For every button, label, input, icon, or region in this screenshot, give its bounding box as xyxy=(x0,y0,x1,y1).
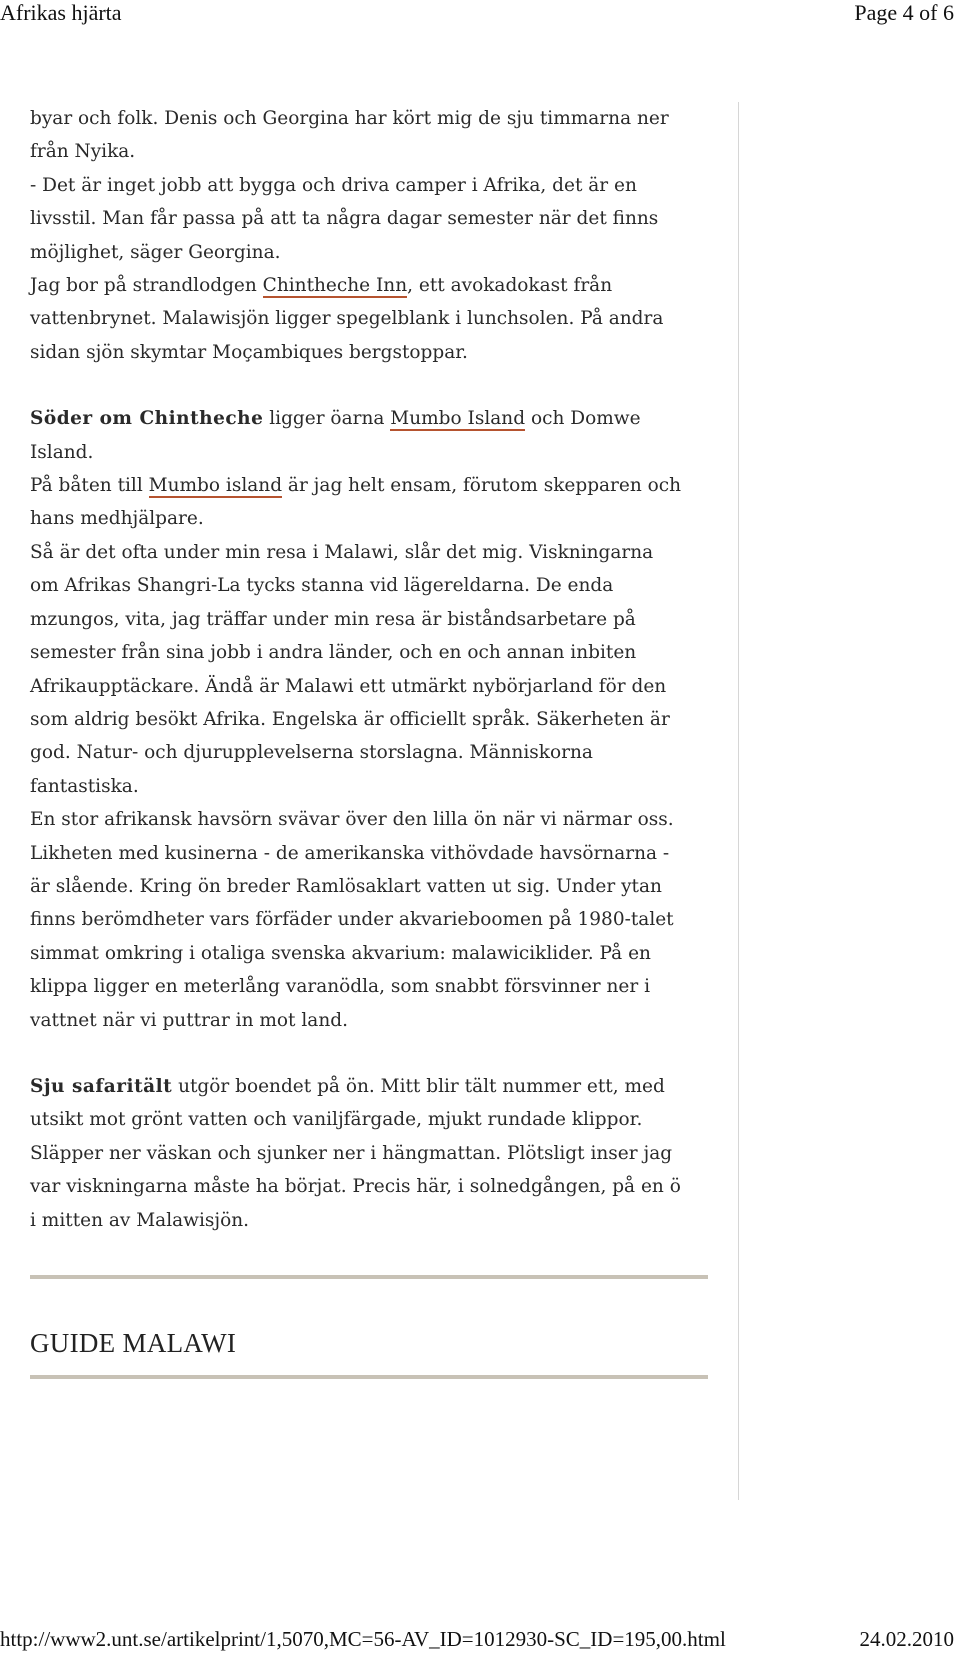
article-line: En stor afrikansk havsörn svävar över den lilla ön när vi närmar oss. xyxy=(30,809,674,831)
article-line xyxy=(30,402,710,435)
text-span: På båten till xyxy=(30,475,149,497)
print-footer-url: http://www2.unt.se/artikelprint/1,5070,MC=56-AV_ID=1012930-SC_ID=195,00.html xyxy=(0,1627,726,1651)
article-line: från Nyika. xyxy=(30,141,136,163)
article-line: vattnet när vi puttrar in mot land. xyxy=(30,1009,348,1031)
article-line: om Afrikas Shangri-La tycks stanna vid lägereldarna. De enda xyxy=(30,575,614,597)
print-header-page-number: Page 4 of 6 xyxy=(854,0,954,25)
subheading-sju-safaritalt: Sju safaritält xyxy=(30,1075,173,1097)
article-line: är slående. Kring ön breder Ramlösaklart vatten ut sig. Under ytan xyxy=(30,875,662,897)
article-line: hans medhjälpare. xyxy=(30,508,204,530)
print-footer-date: 24.02.2010 xyxy=(859,1627,954,1651)
article-line: vattenbrynet. Malawisjön ligger spegelblank i lunchsolen. På andra xyxy=(30,308,664,330)
guide-heading: GUIDE MALAWI xyxy=(30,1328,237,1358)
article-line: Släpper ner väskan och sjunker ner i hängmattan. Plötsligt inser jag xyxy=(30,1142,673,1164)
article-line: fantastiska. xyxy=(30,775,139,797)
article-body xyxy=(30,102,710,1237)
article-line: möjlighet, säger Georgina. xyxy=(30,241,281,263)
column-divider xyxy=(738,102,739,1500)
text-span: ligger öarna xyxy=(263,408,391,430)
article-line: livsstil. Man får passa på att ta några dagar semester när det finns xyxy=(30,208,659,230)
article-line: Så är det ofta under min resa i Malawi, slår det mig. Viskningarna xyxy=(30,541,654,563)
text-span: utgör boendet på ön. Mitt blir tält nummer ett, med xyxy=(172,1075,665,1097)
horizontal-rule xyxy=(30,1375,708,1379)
article-line xyxy=(30,469,710,502)
article-line: finns berömdheter vars förfäder under akvarieboomen på 1980-talet xyxy=(30,909,674,931)
horizontal-rule xyxy=(30,1275,708,1279)
article-line: Likheten med kusinerna - de amerikanska vithövdade havsörnarna - xyxy=(30,842,670,864)
text-span: och Domwe xyxy=(525,408,641,430)
article-line: Island. xyxy=(30,441,94,463)
article-line: god. Natur- och djurupplevelserna storslagna. Människorna xyxy=(30,742,593,764)
article-line: var viskningarna måste ha börjat. Precis här, i solnedgången, på en ö xyxy=(30,1176,681,1198)
article-line: Afrikaupptäckare. Ändå är Malawi ett utmärkt nybörjarland för den xyxy=(30,675,667,697)
paragraph-spacer xyxy=(30,369,710,402)
article-line: byar och folk. Denis och Georgina har kört mig de sju timmarna ner xyxy=(30,108,669,129)
article-line: i mitten av Malawisjön. xyxy=(30,1209,250,1231)
article-line: - Det är inget jobb att bygga och driva camper i Afrika, det är en xyxy=(30,174,637,196)
article-line: mzungos, vita, jag träffar under min resa är biståndsarbetare på xyxy=(30,608,636,630)
chintheche-inn-link[interactable]: Chintheche Inn xyxy=(262,275,408,297)
mumbo-island-link-2[interactable]: Mumbo island xyxy=(148,475,283,497)
article-line xyxy=(30,269,710,302)
article-line xyxy=(30,1070,710,1103)
paragraph-spacer xyxy=(30,1037,710,1070)
print-header-title: Afrikas hjärta xyxy=(0,0,122,25)
text-span: Jag bor på strandlodgen xyxy=(30,275,263,297)
subheading-soder-om-chintheche: Söder om Chintheche xyxy=(30,408,264,430)
article-line: simmat omkring i otaliga svenska akvarium: malawiciklider. På en xyxy=(30,942,651,964)
text-span: , ett avokadokast från xyxy=(407,275,613,297)
article-line: sidan sjön skymtar Moçambiques bergstoppar. xyxy=(30,341,468,363)
article-line: klippa ligger en meterlång varanödla, som snabbt försvinner ner i xyxy=(30,976,651,998)
article-line: utsikt mot grönt vatten och vaniljfärgade, mjukt rundade klippor. xyxy=(30,1109,643,1131)
text-span: är jag helt ensam, förutom skepparen och xyxy=(282,475,682,497)
article-line: semester från sina jobb i andra länder, och en och annan inbiten xyxy=(30,642,637,664)
article-line: som aldrig besökt Afrika. Engelska är officiellt språk. Säkerheten är xyxy=(30,708,670,730)
mumbo-island-link[interactable]: Mumbo Island xyxy=(390,408,526,430)
